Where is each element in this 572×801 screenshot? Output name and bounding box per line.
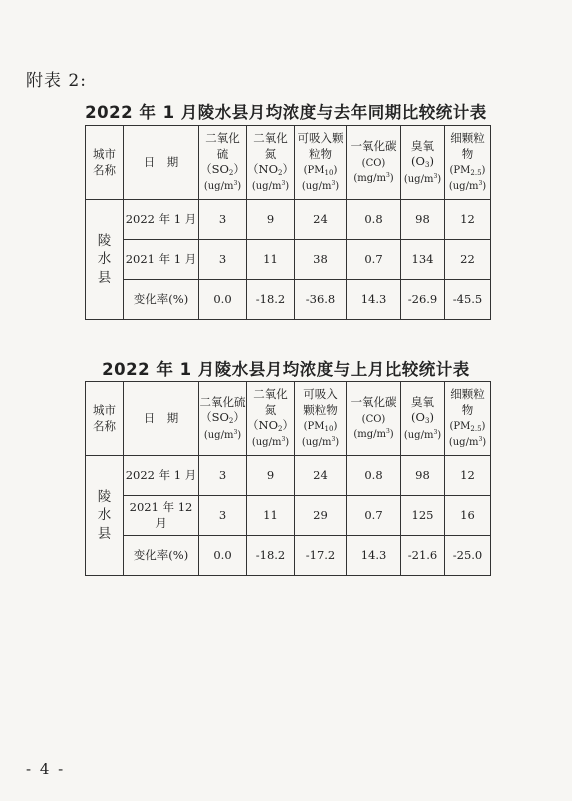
value-cell: -18.2 (247, 536, 295, 576)
value-cell: 14.3 (347, 536, 401, 576)
value-cell: -25.0 (445, 536, 491, 576)
no2-header: 二氧化 氮$(NO_2)$ $(ug/m^3)$ (247, 382, 295, 456)
pm10-header: 可吸入颗 粒物 $(PM_{10})$ $(ug/m^3)$ (295, 126, 347, 200)
table-row (86, 496, 491, 536)
value-cell: 16 (445, 496, 491, 536)
city-name-cell: 陵 水 县 (86, 200, 124, 320)
value-cell: 0.7 (347, 240, 401, 280)
value-cell: 0.8 (347, 456, 401, 496)
pm10-header: 可吸入 颗粒物 $(PM_{10})$ $(ug/m^3)$ (295, 382, 347, 456)
table-1-title: 2022 年 1 月陵水县月均浓度与去年同期比较统计表 (85, 103, 487, 122)
value-cell: 11 (247, 240, 295, 280)
city-name-header: 城市 名称 (86, 382, 124, 456)
value-cell: 12 (445, 456, 491, 496)
attachment-label: 附表 2: (26, 71, 87, 91)
value-cell: 3 (199, 200, 247, 240)
table-2-title: 2022 年 1 月陵水县月均浓度与上月比较统计表 (102, 360, 470, 379)
so2-header: 二氧化硫 $(SO_2)$ $(ug/m^3)$ (199, 382, 247, 456)
value-cell: 3 (199, 240, 247, 280)
date-cell: 2022 年 1 月 (124, 200, 199, 240)
value-cell: 12 (445, 200, 491, 240)
pm25-header: 细颗粒物 $(PM_{2.5})$ $(ug/m^3)$ (445, 382, 491, 456)
value-cell: 0.7 (347, 496, 401, 536)
value-cell: -17.2 (295, 536, 347, 576)
value-cell: 3 (199, 496, 247, 536)
table-row (86, 536, 491, 576)
page-number: - 4 - (26, 760, 66, 778)
value-cell: 3 (199, 456, 247, 496)
date-header: 日 期 (124, 126, 199, 200)
value-cell: 29 (295, 496, 347, 536)
date-header: 日 期 (124, 382, 199, 456)
value-cell: 24 (295, 456, 347, 496)
comparison-table-last-month (85, 381, 491, 576)
so2-header: 二氧化 硫$(SO_2)$ $(ug/m^3)$ (199, 126, 247, 200)
value-cell: 38 (295, 240, 347, 280)
value-cell: 11 (247, 496, 295, 536)
table-row (86, 456, 491, 496)
o3-header: 臭氧$(O_3)$ $(ug/m^3)$ (401, 382, 445, 456)
value-cell: 0.0 (199, 536, 247, 576)
change-rate-label: 变化率(%) (124, 536, 199, 576)
table-row (86, 240, 491, 280)
value-cell: 22 (445, 240, 491, 280)
co-header: 一氧化碳 (CO) $(mg/m^3)$ (347, 126, 401, 200)
city-name-header: 城市 名称 (86, 126, 124, 200)
value-cell: -26.9 (401, 280, 445, 320)
o3-header: 臭氧$(O_3)$ $(ug/m^3)$ (401, 126, 445, 200)
table-row (86, 200, 491, 240)
value-cell: 14.3 (347, 280, 401, 320)
table-row (86, 280, 491, 320)
value-cell: 98 (401, 456, 445, 496)
change-rate-label: 变化率(%) (124, 280, 199, 320)
date-cell: 2021 年 12 月 (124, 496, 199, 536)
value-cell: 125 (401, 496, 445, 536)
pm25-header: 细颗粒物 $(PM_{2.5})$ $(ug/m^3)$ (445, 126, 491, 200)
date-cell: 2021 年 1 月 (124, 240, 199, 280)
co-header: 一氧化碳 (CO) $(mg/m^3)$ (347, 382, 401, 456)
value-cell: 98 (401, 200, 445, 240)
value-cell: 9 (247, 200, 295, 240)
date-cell: 2022 年 1 月 (124, 456, 199, 496)
value-cell: -36.8 (295, 280, 347, 320)
no2-header: 二氧化 氮$(NO_2)$ $(ug/m^3)$ (247, 126, 295, 200)
value-cell: -21.6 (401, 536, 445, 576)
value-cell: 24 (295, 200, 347, 240)
value-cell: -18.2 (247, 280, 295, 320)
value-cell: 0.0 (199, 280, 247, 320)
value-cell: 9 (247, 456, 295, 496)
city-name-cell: 陵 水 县 (86, 456, 124, 576)
comparison-table-last-year (85, 125, 491, 320)
value-cell: 134 (401, 240, 445, 280)
value-cell: 0.8 (347, 200, 401, 240)
value-cell: -45.5 (445, 280, 491, 320)
